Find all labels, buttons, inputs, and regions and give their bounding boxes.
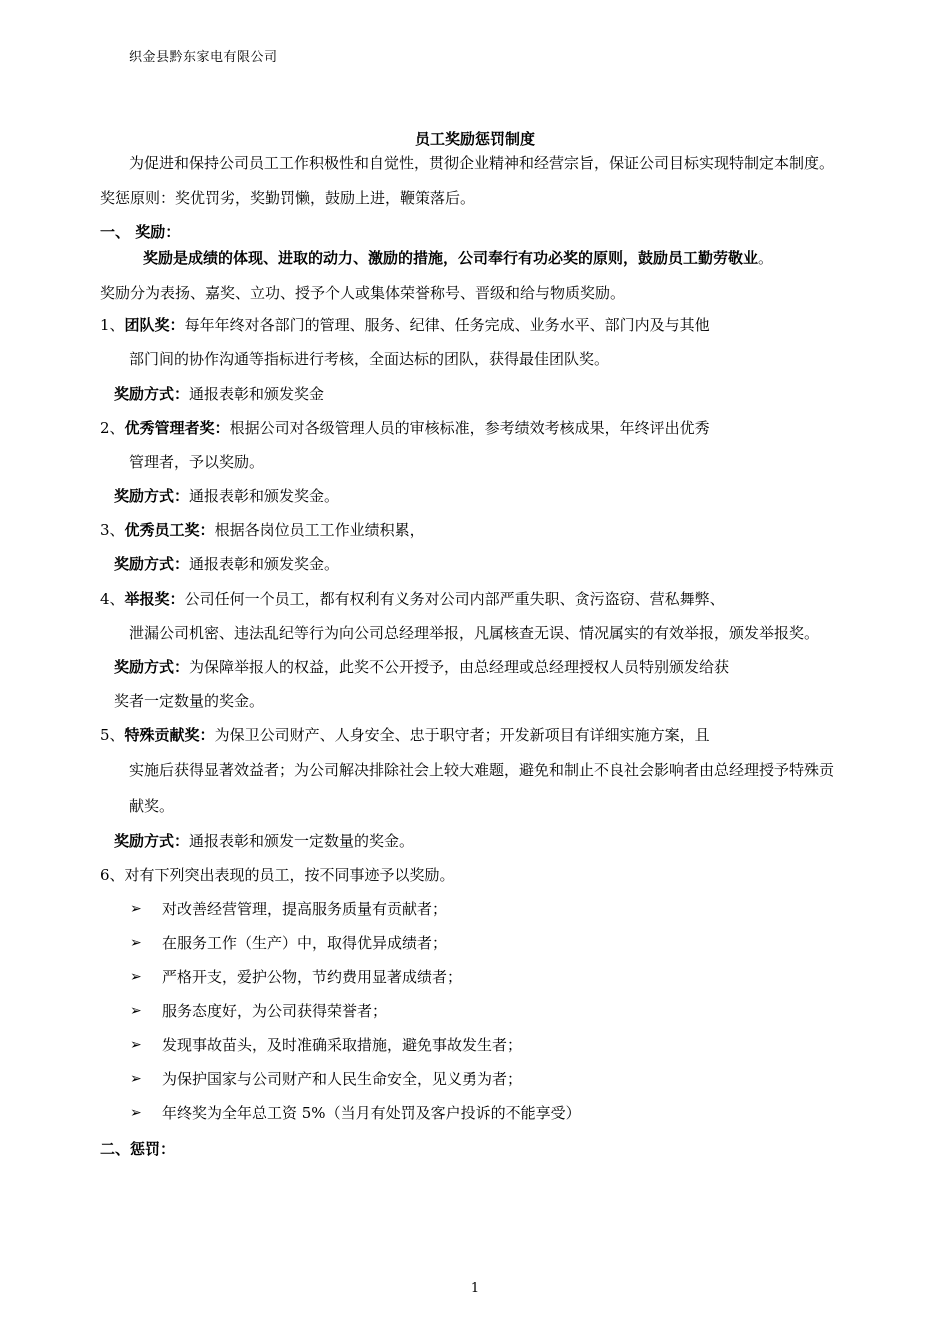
arrow-bullet-icon: ➢ (130, 1071, 142, 1087)
item-number: 4、 (100, 590, 125, 608)
method-label: 奖励方式： (114, 487, 190, 505)
reward-lead-text: 奖励是成绩的体现、进取的动力、激励的措施，公司奉行有功必奖的原则，鼓励员工勤劳敬业 (143, 249, 759, 267)
item-text-continued: 献奖。 (129, 797, 175, 815)
intro-paragraph: 为促进和保持公司员工工作积极性和自觉性，贯彻企业精神和经营宗旨，保证公司目标实现特制定本制度。 (129, 154, 835, 172)
item-text-continued: 管理者，予以奖励。 (129, 453, 265, 471)
reward-method-3 (114, 554, 339, 574)
method-text: 通报表彰和颁发奖金。 (189, 487, 340, 505)
method-label: 奖励方式： (114, 658, 190, 676)
list-item: 严格开支，爱护公物，节约费用显著成绩者； (162, 968, 463, 986)
reward-item-2 (100, 418, 710, 438)
list-item: 对改善经营管理，提高服务质量有贡献者； (162, 900, 448, 918)
item-text: 根据各岗位员工工作业绩积累， (214, 521, 425, 539)
item-text-continued: 实施后获得显著效益者；为公司解决排除社会上较大难题，避免和制止不良社会影响者由总经理授予特殊贡 (129, 761, 835, 779)
company-header: 织金县黔东家电有限公司 (129, 50, 278, 65)
item-text: 公司任何一个员工，都有权利有义务对公司内部严重失职、贪污盗窃、营私舞弊、 (184, 590, 725, 608)
reward-method-4 (114, 657, 729, 677)
item-name: 优秀管理者奖： (124, 419, 230, 437)
list-item: 在服务工作（生产）中，取得优异成绩者； (162, 934, 448, 952)
arrow-bullet-icon: ➢ (130, 901, 142, 917)
method-text: 通报表彰和颁发奖金 (189, 385, 325, 403)
method-text-continued: 奖者一定数量的奖金。 (114, 692, 265, 710)
method-text: 为保障举报人的权益，此奖不公开授予，由总经理或总经理授权人员特别颁发给获 (189, 658, 730, 676)
arrow-bullet-icon: ➢ (130, 935, 142, 951)
reward-item-5 (100, 725, 710, 745)
item-name: 优秀员工奖： (124, 521, 215, 539)
list-item: 发现事故苗头，及时准确采取措施，避免事故发生者； (162, 1036, 523, 1054)
item-text: 根据公司对各级管理人员的审核标准，参考绩效考核成果，年终评出优秀 (229, 419, 710, 437)
reward-method-1 (114, 384, 324, 404)
reward-item-1 (100, 315, 710, 335)
reward-types: 奖励分为表扬、嘉奖、立功、授予个人或集体荣誉称号、晋级和给与物质奖励。 (100, 284, 626, 302)
reward-lead-end: 。 (758, 249, 774, 267)
arrow-bullet-icon: ➢ (130, 1003, 142, 1019)
item-name: 团队奖： (124, 316, 185, 334)
method-text: 通报表彰和颁发一定数量的奖金。 (189, 832, 415, 850)
list-item: 为保护国家与公司财产和人民生命安全，见义勇为者； (162, 1070, 523, 1088)
reward-item-6: 6、对有下列突出表现的员工，按不同事迹予以奖励。 (100, 866, 455, 884)
list-item: 年终奖为全年总工资 5%（当月有处罚及客户投诉的不能享受） (162, 1104, 581, 1122)
reward-item-4 (100, 589, 725, 609)
method-label: 奖励方式： (114, 385, 190, 403)
item-text-continued: 部门间的协作沟通等指标进行考核，全面达标的团队，获得最佳团队奖。 (129, 350, 610, 368)
method-text: 通报表彰和颁发奖金。 (189, 555, 340, 573)
document-title: 员工奖励惩罚制度 (414, 130, 535, 148)
item-text-continued: 泄漏公司机密、违法乱纪等行为向公司总经理举报，凡属核查无误、情况属实的有效举报，颁发举报奖。 (129, 624, 820, 642)
item-name: 举报奖： (124, 590, 185, 608)
item-number: 1、 (100, 316, 125, 334)
item-text: 为保卫公司财产、人身安全、忠于职守者；开发新项目有详细实施方案，且 (214, 726, 710, 744)
item-number: 3、 (100, 521, 125, 539)
reward-method-5 (114, 831, 414, 851)
list-item: 服务态度好，为公司获得荣誉者； (162, 1002, 388, 1020)
reward-method-2 (114, 486, 339, 506)
reward-item-3 (100, 520, 425, 540)
item-number: 2、 (100, 419, 125, 437)
page-number: 1 (470, 1281, 480, 1296)
reward-lead (143, 248, 773, 268)
principle-line: 奖惩原则：奖优罚劣，奖勤罚懒，鼓励上进，鞭策落后。 (100, 189, 476, 207)
arrow-bullet-icon: ➢ (130, 1105, 142, 1121)
arrow-bullet-icon: ➢ (130, 969, 142, 985)
item-name: 特殊贡献奖： (124, 726, 215, 744)
section-reward-heading: 一、 奖励： (100, 223, 181, 241)
method-label: 奖励方式： (114, 555, 190, 573)
method-label: 奖励方式： (114, 832, 190, 850)
section-penalty-heading: 二、惩罚： (100, 1140, 176, 1158)
arrow-bullet-icon: ➢ (130, 1037, 142, 1053)
item-text: 每年年终对各部门的管理、服务、纪律、任务完成、业务水平、部门内及与其他 (184, 316, 710, 334)
item-number: 5、 (100, 726, 125, 744)
